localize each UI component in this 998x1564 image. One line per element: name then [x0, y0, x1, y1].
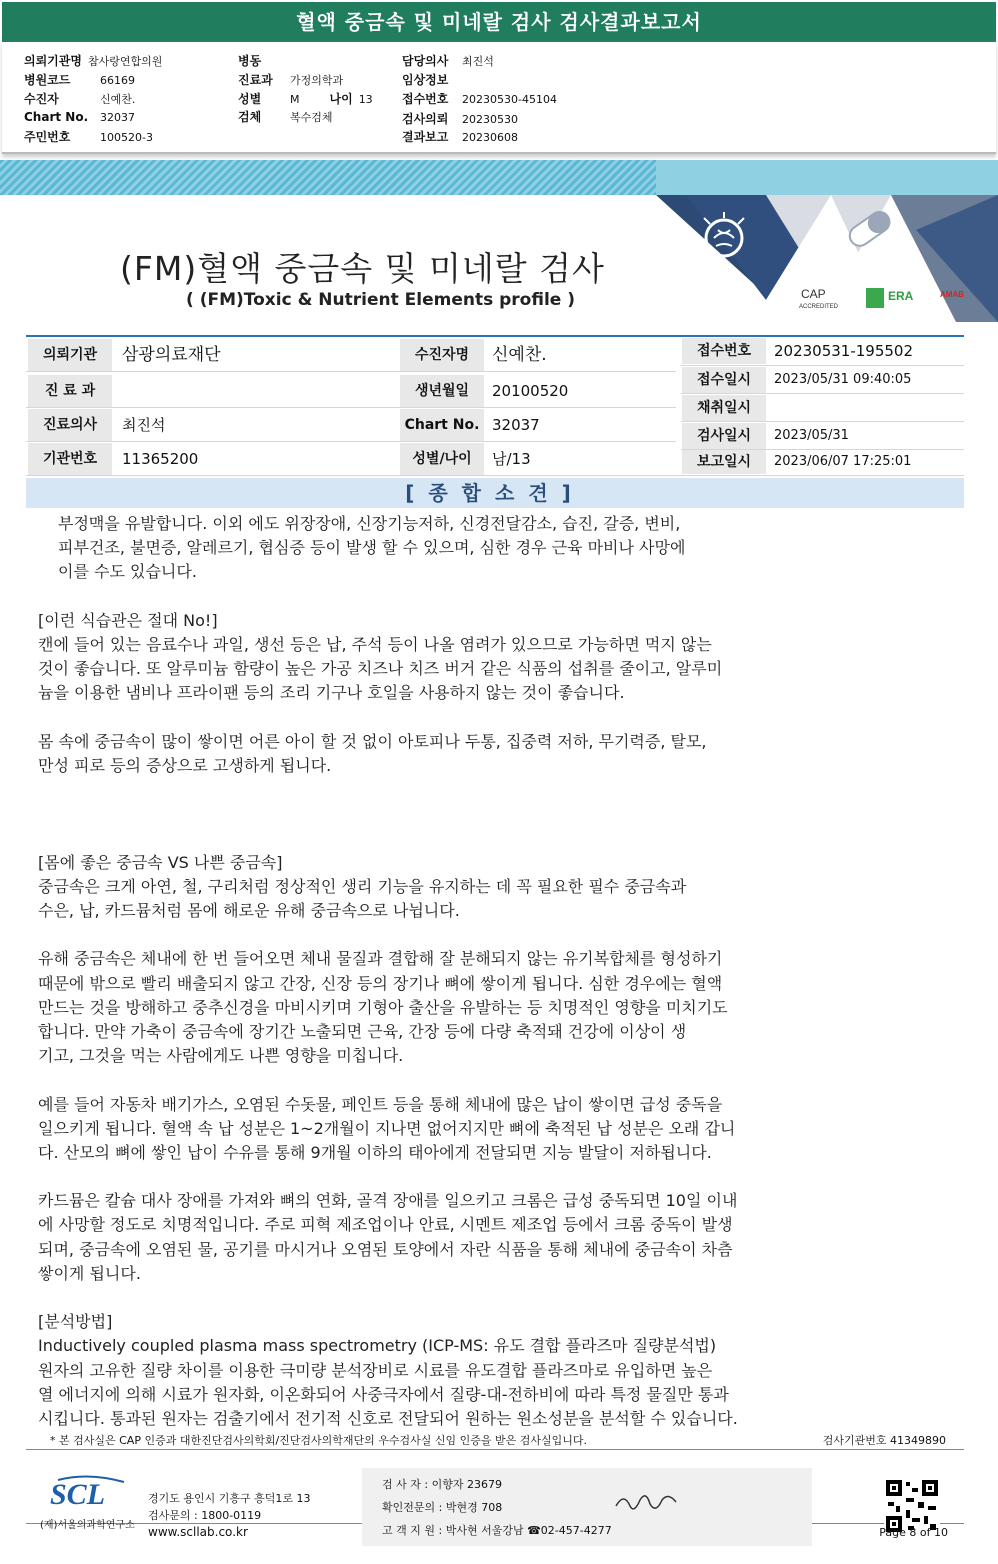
- value: 66169: [100, 74, 135, 87]
- label: 임상정보: [402, 73, 449, 87]
- body-line: [38, 706, 878, 730]
- body-line: 시킵니다. 통과된 원자는 검출기에서 전기적 신호로 전달되어 원하는 원소성분을 분석할 수 있습니다.: [38, 1408, 738, 1428]
- body-line: [분석방법]: [38, 1312, 113, 1332]
- certification-note: * 본 검사실은 CAP 인증과 대한진단검사의학회/진단검사의학재단의 우수검사실 신임 인증을 받은 검사실입니다.: [50, 1434, 588, 1447]
- label: 진 료 과: [28, 375, 112, 407]
- value: 13: [358, 93, 373, 106]
- banner-graphic: [656, 160, 998, 322]
- body-line: 피부건조, 불면증, 알레르기, 협심증 등이 발생 할 수 있으며, 심한 경우 근육 마비나 사망에: [58, 538, 686, 558]
- body-line: Inductively coupled plasma mass spectrometry (ICP-MS: 유도 결합 플라즈마 질량분석법): [38, 1336, 717, 1356]
- value: [114, 375, 394, 407]
- lab-address: [148, 1490, 311, 1541]
- label: 주민번호: [24, 130, 71, 144]
- page-number: Page 8 of 10: [879, 1526, 948, 1539]
- value: 신예찬.: [492, 345, 547, 365]
- label: 검체: [238, 110, 262, 124]
- body-line: 부정맥을 유발합니다. 이외 에도 위장장애, 신장기능저하, 신경전달감소, 습진, 갈증, 변비,: [58, 514, 681, 533]
- value: 삼광의료재단: [122, 345, 221, 365]
- label: 보고일시: [682, 450, 766, 474]
- label: 검사일시: [682, 423, 766, 449]
- body-line: 중금속은 크게 아연, 철, 구리처럼 정상적인 생리 기능을 유지하는 데 꼭 필요한 필수 중금속과: [38, 876, 687, 896]
- patient-info-table: [26, 335, 964, 475]
- label: 성별: [238, 92, 262, 106]
- label: 접수번호: [682, 338, 766, 364]
- phone-line: 검사문의 : 1800-0119: [148, 1509, 262, 1522]
- body-line: 만성 피로 등의 증상으로 고생하게 됩니다.: [38, 755, 332, 775]
- label: 채취일시: [682, 395, 766, 421]
- value: 복수검체: [290, 111, 333, 124]
- label: 진료의사: [28, 409, 112, 441]
- body-line: 만드는 것을 방해하고 중추신경을 마비시키며 기형아 출산을 유발하는 등 치명적인 영향을 미치기도: [38, 997, 728, 1017]
- label: 생년월일: [400, 375, 484, 407]
- patient-header: [2, 42, 996, 154]
- body-line: [38, 1165, 878, 1189]
- body-line: 카드뮴은 칼슘 대사 장애를 가져와 뼈의 연화, 골격 장애를 일으키고 크롬은 급성 중독되면 10일 이내: [38, 1191, 738, 1211]
- label: 수진자: [24, 92, 59, 106]
- body-line: [38, 923, 878, 947]
- body-line: 유해 중금속은 체내에 한 번 들어오면 체내 물질과 결합해 잘 분해되지 않는 유기복합체를 형성하기: [38, 949, 723, 969]
- body-line: [38, 585, 878, 609]
- value: 2023/05/31 09:40:05: [774, 372, 912, 387]
- body-line: 예를 들어 자동차 배기가스, 오염된 수돗물, 페인트 등을 통해 체내에 많은 납이 쌓이면 급성 중독을: [38, 1094, 723, 1114]
- summary-body: [38, 512, 878, 1431]
- value: 가정의학과: [290, 74, 344, 87]
- value: 최진석: [462, 55, 494, 68]
- value: 11365200: [122, 450, 199, 468]
- signature: [612, 1488, 682, 1516]
- value: 20230530: [462, 113, 518, 126]
- page-title: (FM)혈액 중금속 및 미네랄 검사: [120, 249, 605, 288]
- body-line: 캔에 들어 있는 음료수나 과일, 생선 등은 납, 주석 등이 나올 염려가 있으므로 가능하면 먹지 않는: [38, 634, 712, 654]
- lm-logo: [866, 288, 884, 308]
- body-line: 늄을 이용한 냄비나 프라이팬 등의 조리 기구나 호일을 사용하지 않는 것이 좋습니다.: [38, 683, 625, 703]
- website-link[interactable]: www.scllab.co.kr: [148, 1525, 248, 1539]
- label: 의뢰기관: [28, 339, 112, 371]
- body-line: 수은, 납, 카드뮴처럼 몸에 해로운 유해 중금속으로 나뉩니다.: [38, 901, 460, 920]
- value: 20230608: [462, 131, 518, 144]
- body-line: 합니다. 만약 가축이 중금속에 장기간 노출되면 근육, 간장 등에 다량 축적돼 건강에 이상이 생: [38, 1021, 687, 1041]
- label: 검사의뢰: [402, 112, 449, 126]
- value: 최진석: [122, 416, 166, 434]
- summary-heading: [종합소견]: [26, 478, 964, 508]
- era-logo: ERA: [888, 289, 914, 303]
- label: 병원코드: [24, 73, 71, 87]
- value: 2023/06/07 17:25:01: [774, 454, 912, 469]
- value: 32037: [100, 111, 135, 124]
- lab-name: (재)서울의과학연구소: [40, 1520, 135, 1531]
- body-line: 에 사망할 정도로 치명적입니다. 주로 피혁 제조업이나 안료, 시멘트 제조업 등에서 크롬 중독이 발생: [38, 1215, 733, 1235]
- body-line: [이런 식습관은 절대 No!]: [38, 610, 218, 630]
- examiner: 검 사 자 : 이향자 23679: [382, 1478, 502, 1491]
- label: 기관번호: [28, 443, 112, 475]
- body-line: 것이 좋습니다. 또 알루미늄 함량이 높은 가공 치즈나 치즈 버거 같은 식품의 섭취를 줄이고, 알루미: [38, 659, 723, 679]
- specialist: 확인전문의 : 박현경 708: [382, 1501, 503, 1514]
- value: 2023/05/31: [774, 428, 849, 443]
- cap-logo: CAP: [801, 287, 826, 301]
- body-line: 열 에너지에 의해 시료가 원자화, 이온화되어 사중극자에서 질량-대-전하비에 따라 특정 물질만 통과: [38, 1384, 729, 1404]
- label: 의뢰기관명: [24, 54, 82, 68]
- body-line: [38, 802, 878, 826]
- body-line: [38, 1286, 878, 1310]
- scl-logo: [48, 1472, 128, 1512]
- report-footer: [26, 1432, 964, 1542]
- value: 20100520: [492, 382, 569, 400]
- amab-logo: AMAB: [940, 290, 964, 299]
- value: 32037: [492, 416, 540, 434]
- body-line: 원자의 고유한 질량 차이를 이용한 극미량 분석장비로 시료를 유도결합 플라즈마로 유입하면 높은: [38, 1360, 713, 1380]
- label: 성별/나이: [400, 443, 484, 475]
- body-line: 몸 속에 중금속이 많이 쌓이면 어른 아이 할 것 없이 아토피나 두통, 집중력 저하, 무기력증, 탈모,: [38, 731, 707, 751]
- label: 나이: [329, 92, 353, 106]
- label: Chart No.: [400, 409, 484, 441]
- body-line: [38, 1068, 878, 1092]
- value: 남/13: [492, 450, 531, 468]
- label: 접수번호: [402, 92, 449, 106]
- body-line: 쌓이게 됩니다.: [38, 1263, 141, 1283]
- value: 신예찬.: [100, 93, 136, 106]
- body-line: 다. 산모의 뼈에 쌓인 납이 수유를 통해 9개월 이하의 태아에게 전달되면 지능 발달이 저하됩니다.: [38, 1142, 712, 1162]
- value: 참사랑연합의원: [87, 55, 163, 68]
- value: 20230530-45104: [462, 93, 557, 106]
- body-line: [38, 826, 878, 850]
- value: 100520-3: [100, 131, 153, 144]
- svg-text:SCL: SCL: [50, 1478, 106, 1511]
- value: 20230531-195502: [774, 342, 914, 360]
- customer-support: 고 객 지 원 : 박사현 서울강남 ☎02-457-4277: [382, 1524, 612, 1537]
- body-line: 이를 수도 있습니다.: [58, 562, 197, 582]
- body-line: 일으키게 됩니다. 혈액 속 납 성분은 1~2개월이 지나면 없어지지만 뼈에 축적된 납 성분은 오래 갑니: [38, 1118, 736, 1138]
- label: 진료과: [238, 73, 273, 87]
- value: [766, 395, 962, 421]
- body-line: 기고, 그것을 먹는 사람에게도 나쁜 영향을 미칩니다.: [38, 1046, 404, 1066]
- body-line: 되며, 중금속에 오염된 물, 공기를 마시거나 오염된 토양에서 자란 식품을 통해 체내에 중금속이 차츰: [38, 1239, 733, 1259]
- label: 접수일시: [682, 367, 766, 393]
- cap-sub: ACCREDITED: [799, 304, 839, 310]
- value: M: [290, 93, 300, 106]
- label: 수진자명: [400, 339, 484, 371]
- page-subtitle: ( (FM)Toxic & Nutrient Elements profile ): [186, 290, 576, 310]
- body-line: 때문에 밖으로 빨리 배출되지 않고 간장, 신장 등의 장기나 뼈에 쌓이게 됩니다. 심한 경우에는 혈액: [38, 973, 723, 993]
- body-line: [38, 778, 878, 802]
- address-line: 경기도 용인시 기흥구 흥덕1로 13: [148, 1492, 311, 1505]
- report-title-bar: 혈액 중금속 및 미네랄 검사 검사결과보고서: [2, 2, 996, 42]
- label: 담당의사: [402, 54, 449, 68]
- lab-code: 검사기관번호 41349890: [822, 1434, 946, 1447]
- body-line: [몸에 좋은 중금속 VS 나쁜 중금속]: [38, 852, 283, 872]
- staff-box: [362, 1468, 812, 1546]
- label: Chart No.: [24, 110, 89, 124]
- label: 결과보고: [402, 130, 449, 144]
- label: 병동: [238, 54, 262, 68]
